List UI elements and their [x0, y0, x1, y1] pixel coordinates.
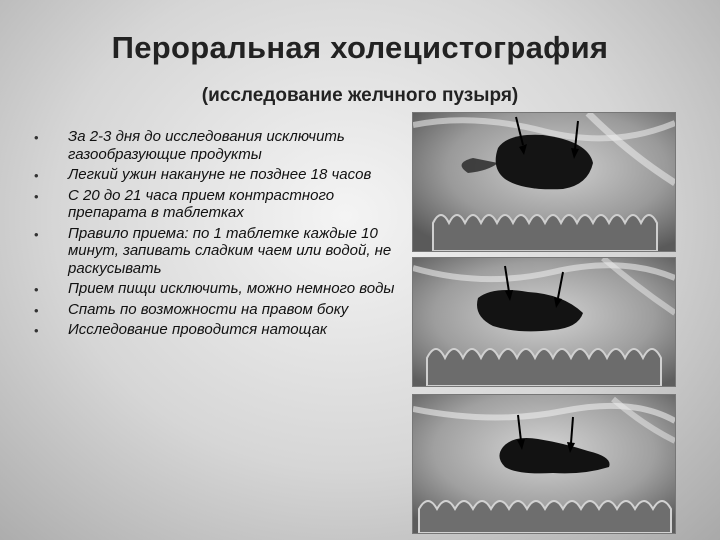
bullet-item — [34, 321, 404, 339]
xray-image-1 — [412, 112, 676, 252]
bullet-marker: • — [34, 188, 39, 204]
bullet-text: Спать по возможности на правом боку — [68, 300, 349, 318]
bullet-item — [34, 225, 404, 278]
xray-image-3 — [412, 394, 676, 534]
bullet-text: С 20 до 21 часа прием контрастного препарата в таблетках — [68, 186, 335, 221]
xray-image-stack — [412, 112, 674, 532]
bullet-text: Прием пищи исключить, можно немного воды — [68, 280, 395, 297]
bullet-text: Правило приема: по 1 таблетке каждые 10 минут, запивать сладким чаем или водой, не раскусывать — [68, 224, 392, 277]
bullet-marker: • — [34, 226, 39, 242]
bullet-marker: • — [34, 168, 39, 183]
bullet-text: За 2-3 дня до исследования исключить газообразующие продукты — [68, 128, 345, 163]
slide-title: Пероральная холецистография — [111, 30, 609, 65]
bullet-item — [34, 128, 404, 163]
bullet-marker: • — [34, 130, 39, 145]
bullet-item — [34, 280, 404, 298]
bullet-list — [34, 128, 404, 342]
bullet-marker: • — [34, 302, 39, 318]
bullet-text: Легкий ужин накануне не позднее 18 часов — [68, 166, 372, 183]
bullet-item — [34, 301, 404, 319]
bullet-marker: • — [34, 323, 39, 338]
bullet-item — [34, 166, 404, 184]
xray-image-2 — [412, 257, 676, 387]
bullet-text: Исследование проводится натощак — [68, 321, 327, 338]
bullet-item — [34, 187, 404, 222]
slide-subtitle: (исследование желчного пузыря) — [201, 85, 519, 106]
bullet-marker: • — [34, 282, 39, 297]
